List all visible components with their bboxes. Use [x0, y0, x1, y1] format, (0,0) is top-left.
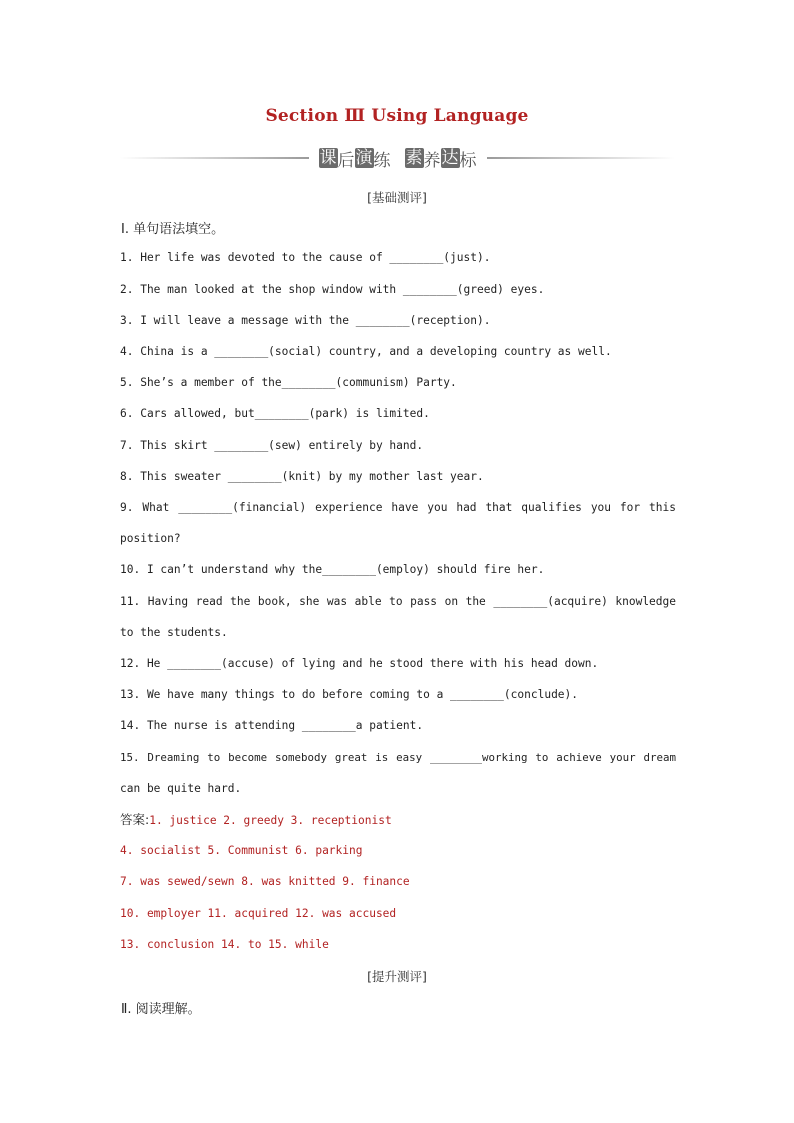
question-line: 2. The man looked at the shop window with ________(greed) eyes.: [120, 283, 545, 296]
question-line: can be quite hard.: [120, 782, 242, 795]
answer-label: 答案:: [120, 812, 150, 827]
question-line: 9. What ________(financial) experience have you had that qualifies you for this: [120, 501, 676, 514]
banner-divider-right: [487, 157, 676, 159]
answer-line: 4. socialist 5. Communist 6. parking: [120, 844, 363, 857]
question-line: 6. Cars allowed, but________(park) is limited.: [120, 407, 430, 420]
question-line: 15. Dreaming to become somebody great is easy ________working to achieve your dream: [120, 751, 676, 764]
question-line: 10. I can’t understand why the________(employ) should fire her.: [120, 563, 545, 576]
subhead-advanced: [提升测评]: [367, 969, 427, 984]
question-line: position?: [120, 532, 181, 545]
section-banner: [120, 145, 675, 171]
question-line: 3. I will leave a message with the ________(reception).: [120, 314, 491, 327]
answer-line: 13. conclusion 14. to 15. while: [120, 938, 329, 951]
question-line: 5. She’s a member of the________(communism) Party.: [120, 376, 457, 389]
banner-char: 素: [405, 148, 423, 168]
question-line: 13. We have many things to do before coming to a ________(conclude).: [120, 688, 579, 701]
section-2-title: Ⅱ. 阅读理解。: [121, 1002, 201, 1017]
section-1-title: Ⅰ. 单句语法填空。: [121, 222, 225, 237]
answer-line: 7. was sewed/sewn 8. was knitted 9. finance: [120, 875, 410, 888]
page-title: Section Ⅲ Using Language: [265, 106, 529, 126]
banner-divider-left: [120, 157, 309, 159]
banner-char: 练: [373, 150, 391, 171]
answer-line: 10. employer 11. acquired 12. was accused: [120, 907, 397, 920]
banner-char: 标: [459, 150, 477, 171]
question-line: 7. This skirt ________(sew) entirely by hand.: [120, 439, 424, 452]
question-line: 1. Her life was devoted to the cause of ________(just).: [120, 251, 491, 264]
answer-line: [120, 812, 676, 829]
banner-char: 课: [319, 148, 337, 168]
question-line: 14. The nurse is attending ________a patient.: [120, 719, 424, 732]
answer-text: 1. justice 2. greedy 3. receptionist: [149, 814, 392, 827]
subhead-basic: [基础测评]: [367, 190, 427, 205]
question-line: 12. He ________(accuse) of lying and he stood there with his head down.: [120, 657, 599, 670]
banner-char: 养: [423, 150, 441, 171]
question-line: to the students.: [120, 626, 228, 639]
question-line: 8. This sweater ________(knit) by my mother last year.: [120, 470, 484, 483]
banner-char: 后: [337, 150, 355, 171]
banner-text: [309, 146, 487, 171]
banner-char: 演: [355, 148, 373, 168]
question-line: 11. Having read the book, she was able to pass on the ________(acquire) knowledge: [120, 595, 676, 608]
banner-char: 达: [441, 148, 459, 168]
question-line: 4. China is a ________(social) country, and a developing country as well.: [120, 345, 612, 358]
